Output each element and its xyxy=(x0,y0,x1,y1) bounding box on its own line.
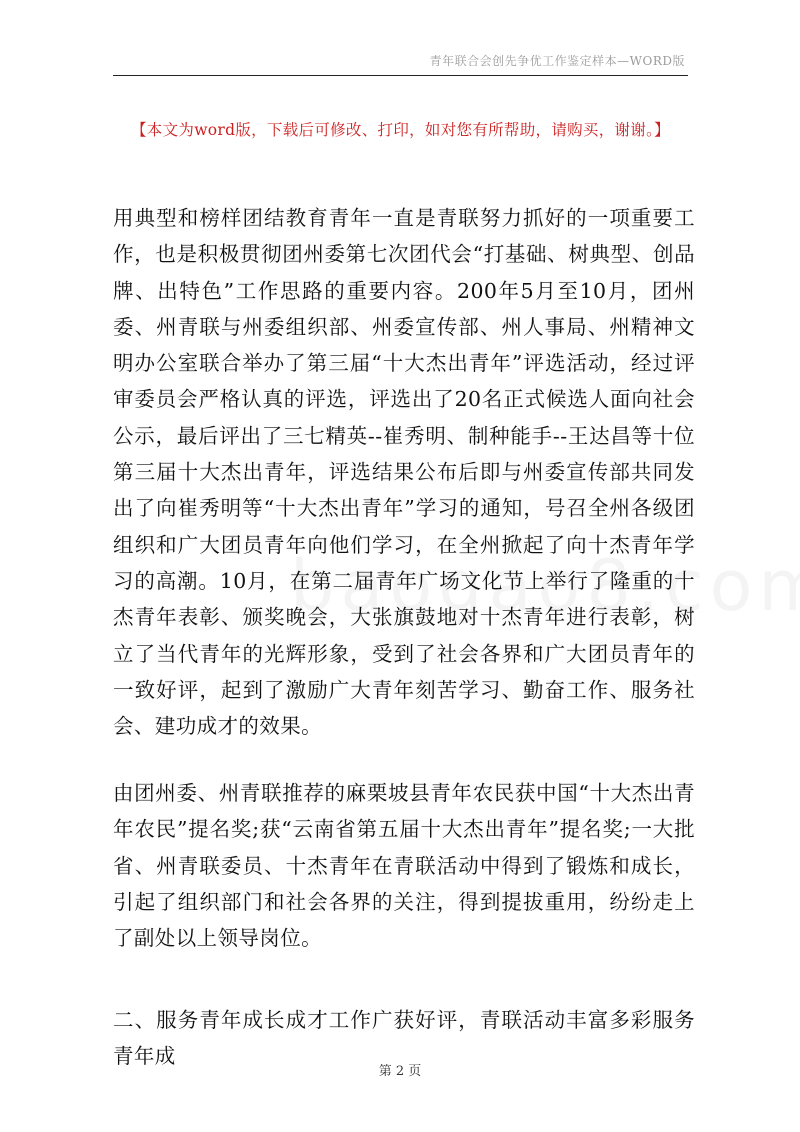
page-number: 第 2 页 xyxy=(378,1064,422,1079)
header-divider xyxy=(113,75,688,76)
document-header-title: 青年联合会创先争优工作鉴定样本—WORD版 xyxy=(429,54,685,68)
body-paragraph-1: 用典型和榜样团结教育青年一直是青联努力抓好的一项重要工作，也是积极贯彻团州委第七次团代会“打基础、树典型、创品牌、出特色”工作思路的重要内容。200年5月至10月，团州委、州青联与州委组织部、州委宣传部、州人事局、州精神文明办公室联合举办了第三届“十大杰出青年”评选活动，经过评审委员会严格认真的评选，评选出了20名正式候选人面向社会公示，最后评出了三七精英--崔秀明、制种能手--王达昌等十位第三届十大杰出青年，评选结果公布后即与州委宣传部共同发出了向崔秀明等“十大杰出青年”学习的通知，号召全州各级团组织和广大团员青年向他们学习，在全州掀起了向十杰青年学习的高潮。10月，在第二届青年广场文化节上举行了隆重的十杰青年表彰、颁奖晚会，大张旗鼓地对十杰青年进行表彰，树立了当代青年的光辉形象，受到了社会各界和广大团员青年的一致好评，起到了激励广大青年刻苦学习、勤奋工作、服务社会、建功成才的效果。 xyxy=(113,206,695,739)
body-paragraph-2: 由团州委、州青联推荐的麻栗坡县青年农民获中国“十大杰出青年农民”提名奖;获“云南省第五届十大杰出青年”提名奖;一大批省、州青联委员、十杰青年在青联活动中得到了锻炼和成长，引起了组织部门和社会各界的关注，得到提拔重用，纷纷走上了副处以上领导岗位。 xyxy=(113,781,695,951)
body-paragraph-3: 二、服务青年成长成才工作广获好评，青联活动丰富多彩服务青年成 xyxy=(113,1008,695,1069)
purchase-notice: 【本文为word版，下载后可修改、打印，如对您有所帮助，请购买，谢谢。】 xyxy=(131,121,670,139)
